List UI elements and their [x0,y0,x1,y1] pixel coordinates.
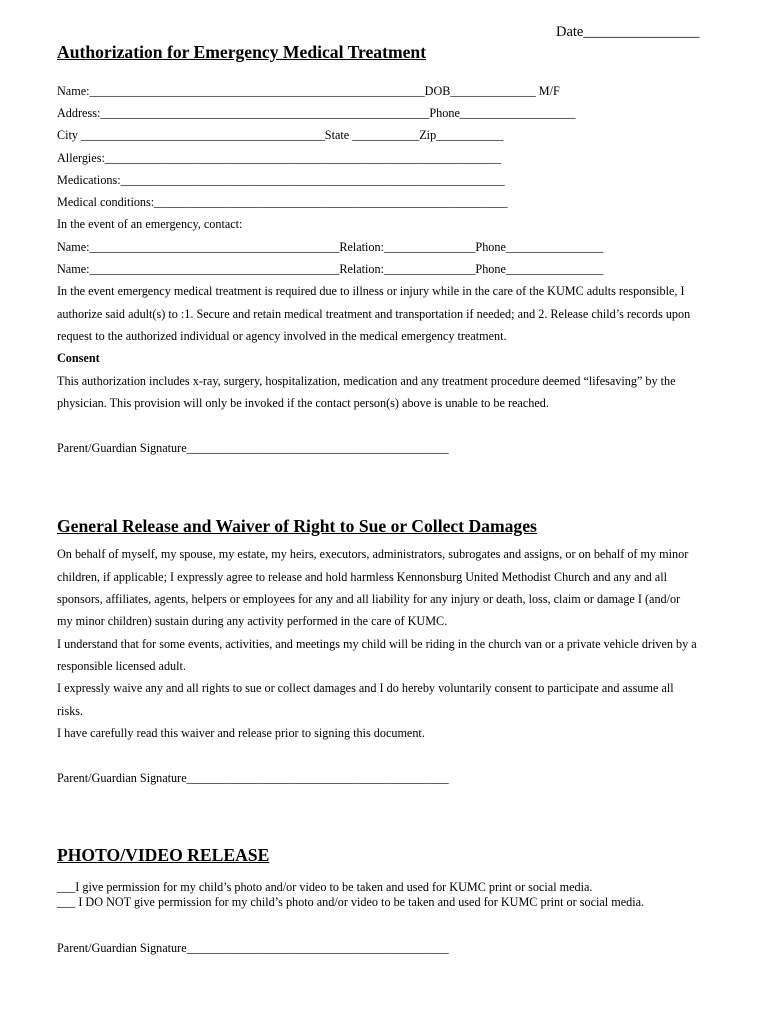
waiver-paragraph-line: responsible licensed adult. [57,659,186,673]
address-phone-field[interactable]: Address:______________________________________________________Phone___________________ [57,106,576,120]
medical-signature-field[interactable]: Parent/Guardian Signature___________________________________________ [57,441,449,455]
consent-paragraph-line: This authorization includes x-ray, surgery, hospitalization, medication and any treatment procedure deemed “lifesaving” by the [57,374,676,388]
consent-paragraph-line: physician. This provision will only be invoked if the contact person(s) above is unable to be reached. [57,396,549,410]
waiver-paragraph-line: I expressly waive any and all rights to sue or collect damages and I do hereby voluntarily consent to participate and assume all [57,681,674,695]
photo-permission-option[interactable]: ___I give permission for my child’s photo and/or video to be taken and used for KUMC print or social media. [57,880,593,894]
date-field[interactable]: Date________________ [556,24,700,40]
photo-section-title: PHOTO/VIDEO RELEASE [57,845,270,865]
medical-section-title: Authorization for Emergency Medical Treatment [57,42,427,62]
waiver-section-title: General Release and Waiver of Right to Sue or Collect Damages [57,516,537,536]
medical-conditions-field[interactable]: Medical conditions:__________________________________________________________ [57,195,508,209]
authorization-paragraph-line: In the event emergency medical treatment is required due to illness or injury while in the care of the KUMC adults responsible, I [57,284,685,298]
emergency-contact-label: In the event of an emergency, contact: [57,217,243,231]
name-dob-field[interactable]: Name:_______________________________________________________DOB______________ M/F [57,84,560,98]
waiver-paragraph-line: I understand that for some events, activities, and meetings my child will be riding in the church van or a private vehicle driven by a [57,637,697,651]
photo-deny-option[interactable]: ___ I DO NOT give permission for my child’s photo and/or video to be taken and used for KUMC print or social media. [57,895,645,909]
contact-1-field[interactable]: Name:_________________________________________Relation:_______________Phone________________ [57,240,604,254]
contact-2-field[interactable]: Name:_________________________________________Relation:_______________Phone________________ [57,262,604,276]
waiver-signature-field[interactable]: Parent/Guardian Signature___________________________________________ [57,771,449,785]
waiver-paragraph-line: On behalf of myself, my spouse, my estate, my heirs, executors, administrators, subrogates and assigns, or on behalf of my minor [57,547,689,561]
waiver-paragraph-line: I have carefully read this waiver and release prior to signing this document. [57,726,425,740]
waiver-paragraph-line: my minor children) sustain during any activity performed in the care of KUMC. [57,614,448,628]
waiver-paragraph-line: risks. [57,704,84,718]
authorization-paragraph-line: authorize said adult(s) to :1. Secure and retain medical treatment and transportation if needed; and 2. Release child’s records upon [57,307,691,321]
waiver-paragraph-line: sponsors, affiliates, agents, helpers or employees for any and all liability for any injury or death, loss, claim or damage I (and/or [57,592,681,606]
allergies-field[interactable]: Allergies:_________________________________________________________________ [57,151,501,165]
city-state-zip-field[interactable]: City ________________________________________State ___________Zip___________ [57,128,504,142]
authorization-paragraph-line: request to the authorized individual or agency involved in the medical emergency treatment. [57,329,507,343]
consent-heading: Consent [57,351,100,365]
waiver-paragraph-line: children, if applicable; I expressly agree to release and hold harmless Kennonsburg United Methodist Church and any and all [57,570,667,584]
photo-signature-field[interactable]: Parent/Guardian Signature___________________________________________ [57,941,449,955]
medications-field[interactable]: Medications:_______________________________________________________________ [57,173,505,187]
